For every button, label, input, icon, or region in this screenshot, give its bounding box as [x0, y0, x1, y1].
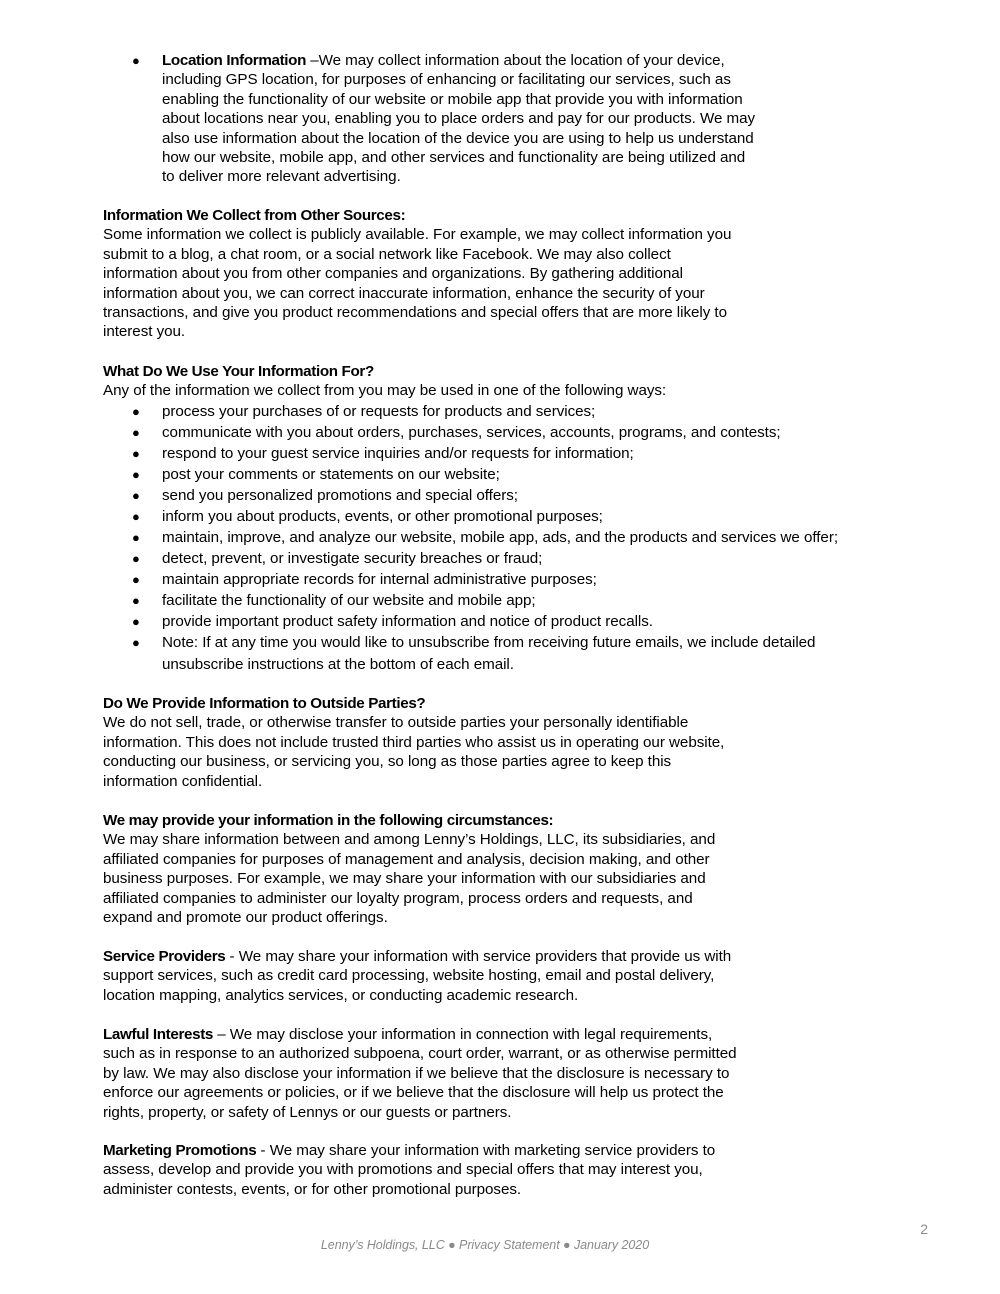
page-number: 2 — [920, 1221, 928, 1237]
list-item-text: inform you about products, events, or other promotional purposes; — [162, 508, 603, 525]
bullet-icon: ● — [132, 551, 140, 566]
list-item — [103, 611, 983, 632]
bullet-icon: ● — [132, 593, 140, 608]
marketing-promotions-section — [103, 1141, 923, 1199]
bullet-icon: ● — [132, 572, 140, 587]
list-item — [103, 527, 983, 548]
list-item-text: communicate with you about orders, purchases, services, accounts, programs, and contests; — [162, 424, 781, 441]
bullet-icon: ● — [132, 509, 140, 524]
list-item — [103, 51, 983, 187]
lawful-interests-section — [103, 1025, 923, 1122]
marketing-promotions-lead: Marketing Promotions — [103, 1142, 257, 1159]
bullet-icon: ● — [132, 614, 140, 629]
use-section — [103, 362, 923, 401]
list-item-text: Note: If at any time you would like to unsubscribe from receiving future emails, we include detailed unsubscribe instructions at the bottom of each email. — [162, 634, 816, 673]
list-item-text: provide important product safety information and notice of product recalls. — [162, 613, 653, 630]
outside-parties-body: We do not sell, trade, or otherwise transfer to outside parties your personally identifiable information. This does not include trusted third parties who assist us in operating our website, conducting our business, or servicing you, so long as those parties agree to keep this information confidential. — [103, 714, 725, 790]
bullet-icon: ● — [132, 488, 140, 503]
use-intro: Any of the information we collect from you may be used in one of the following ways: — [103, 382, 667, 400]
location-text: –We may collect information about the location of your device, including GPS location, for purposes of enhancing or facilitating our services, such as enabling the functionality of our website or mobile app that provide you with information about locations near you, enabling you to place orders and pay for our products. We may also use information about the location of the device you are using to help us understand how our website, mobile app, and other services and functionality are being utilized and to deliver more relevant advertising. — [162, 52, 756, 186]
list-item — [103, 401, 983, 422]
location-paragraph — [162, 51, 983, 187]
service-providers-paragraph — [103, 947, 923, 1005]
service-providers-text: - We may share your information with service providers that provide us with support services, such as credit card processing, website hosting, email and postal delivery, location mapping, analytics services, or conducting academic research. — [103, 948, 732, 1004]
other-sources-section — [103, 206, 923, 342]
other-sources-heading: Information We Collect from Other Sources: — [103, 207, 406, 224]
list-item-text: maintain, improve, and analyze our website, mobile app, ads, and the products and services we offer; — [162, 529, 839, 546]
list-item — [103, 569, 983, 590]
list-item — [103, 548, 983, 569]
bullet-icon: ● — [132, 446, 140, 461]
lawful-interests-paragraph — [103, 1025, 923, 1122]
location-bullet — [103, 51, 983, 187]
circumstances-body: We may share information between and among Lenny’s Holdings, LLC, its subsidiaries, and affiliated companies for purposes of management and analysis, decision making, and other business purposes. For example, we may share your information with our subsidiaries and affiliated companies to administer our loyalty program, process orders and requests, and expand and promote our product offerings. — [103, 831, 716, 927]
list-item — [103, 590, 983, 611]
bullet-icon: ● — [132, 404, 140, 419]
marketing-promotions-text: - We may share your information with marketing service providers to assess, develop and provide you with promotions and special offers that may interest you, administer contests, events, or for other promotional purposes. — [103, 1142, 716, 1198]
lawful-interests-lead: Lawful Interests — [103, 1026, 214, 1043]
list-item-text: respond to your guest service inquiries and/or requests for information; — [162, 445, 634, 462]
use-heading: What Do We Use Your Information For? — [103, 363, 374, 380]
bullet-icon: ● — [132, 467, 140, 482]
service-providers-lead: Service Providers — [103, 948, 226, 965]
circumstances-section — [103, 811, 923, 927]
list-item — [103, 506, 983, 527]
bullet-icon: ● — [132, 53, 140, 68]
location-lead: Location Information — [162, 52, 307, 69]
list-item-text: facilitate the functionality of our website and mobile app; — [162, 592, 536, 609]
other-sources-body: Some information we collect is publicly available. For example, we may collect information you submit to a blog, a chat room, or a social network like Facebook. We may also collect information about you from other companies and organizations. By gathering additional information about you, we can correct inaccurate information, enhance the security of your transactions, and give you product recommendations and special offers that are more likely to interest you. — [103, 226, 732, 341]
use-list — [103, 401, 983, 676]
list-item-text: detect, prevent, or investigate security breaches or fraud; — [162, 550, 543, 567]
list-item-text: process your purchases of or requests for products and services; — [162, 403, 596, 420]
circumstances-heading: We may provide your information in the following circumstances: — [103, 812, 554, 829]
list-item — [103, 422, 983, 443]
lawful-interests-text: – We may disclose your information in connection with legal requirements, such as in response to an authorized subpoena, court order, warrant, or as otherwise permitted by law. We may also disclose your information if we believe that the disclosure is necessary to enforce our agreements or policies, or if we believe that the disclosure will help us protect the rights, property, or safety of Lennys or our guests or partners. — [103, 1026, 737, 1121]
list-item-text: maintain appropriate records for internal administrative purposes; — [162, 571, 597, 588]
list-item — [103, 443, 983, 464]
list-item-text: send you personalized promotions and special offers; — [162, 487, 518, 504]
bullet-icon: ● — [132, 425, 140, 440]
list-item — [103, 485, 983, 506]
marketing-promotions-paragraph — [103, 1141, 923, 1199]
list-item-text: post your comments or statements on our website; — [162, 466, 500, 483]
outside-parties-heading: Do We Provide Information to Outside Parties? — [103, 695, 426, 712]
list-item — [103, 632, 983, 676]
service-providers-section — [103, 947, 923, 1005]
outside-parties-section — [103, 694, 923, 791]
page-footer: Lenny’s Holdings, LLC ● Privacy Statement ● January 2020 — [320, 1238, 650, 1252]
bullet-icon: ● — [132, 530, 140, 545]
bullet-icon: ● — [132, 635, 140, 650]
list-item — [103, 464, 983, 485]
